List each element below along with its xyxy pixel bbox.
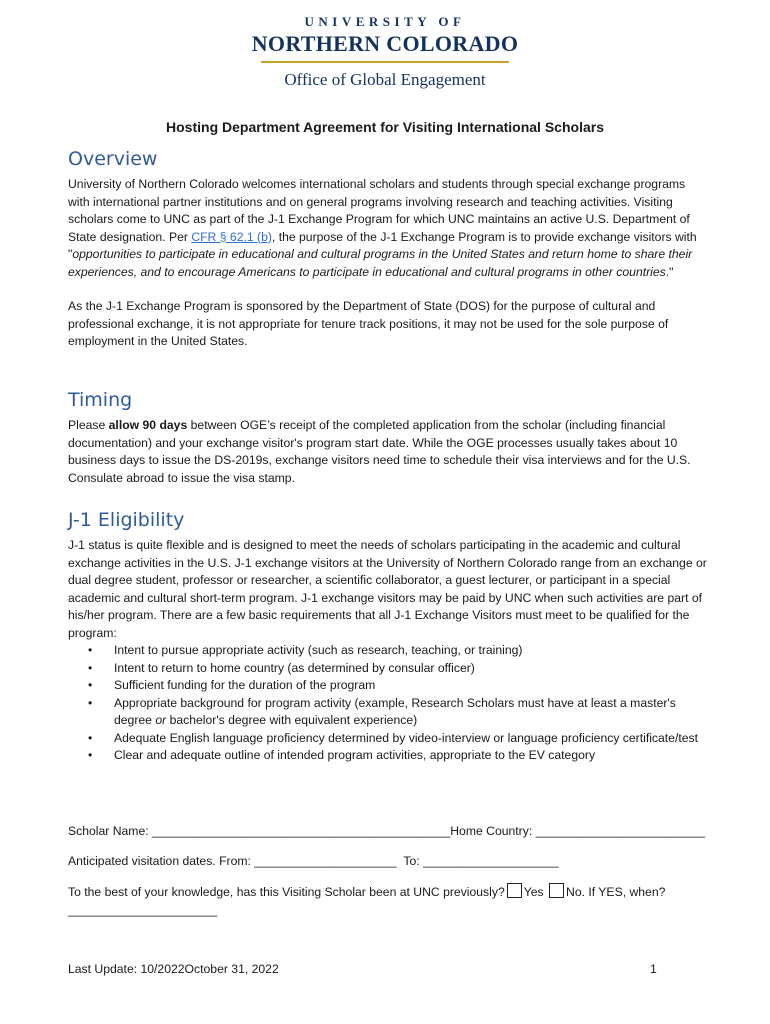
home-country-label: Home Country: [450, 824, 533, 838]
page-number: 1 [650, 962, 657, 976]
bullet-icon: • [88, 643, 93, 657]
overview-text: University of Northern Colorado welcomes international scholars and students through special exchange programs with international partner institutions and on general programs involving research and teaching activities. Visiting scholars come to UNC as part of the J-1 Exchange Program for which UNC maintains an active U.S. Department of State designation. Per [68, 177, 690, 244]
scholar-name-row [68, 824, 705, 838]
eligibility-heading: J-1 Eligibility [68, 509, 185, 531]
overview-text-2: , the purpose of the J-1 Exchange Program is to provide exchange visitors with " [68, 229, 697, 261]
timing-text-2: between OGE’s receipt of the completed application from the scholar (including financial documentation) and your exchange visitor's program start date. While the OGE processes usually takes about 10 business days to issue the DS-2019s, exchange visitors need time to schedule their visa interviews and for the U.S. Consulate abroad to issue the visa stamp. [68, 418, 691, 485]
timing-paragraph [68, 417, 708, 487]
list-item-emphasis: or [155, 713, 167, 727]
timing-section [68, 389, 708, 487]
eligibility-section [68, 509, 708, 765]
logo-university-of: UNIVERSITY OF [304, 14, 466, 29]
no-checkbox[interactable] [549, 883, 564, 898]
previous-visit-row [68, 883, 665, 899]
list-item-text: Clear and adequate outline of intended program activities, appropriate to the EV category [114, 748, 596, 762]
scholar-name-field[interactable]: ____________________________________________ [152, 824, 451, 838]
scholar-name-label: Scholar Name: [68, 824, 149, 838]
list-item-text: Intent to return to home country (as determined by consular officer) [114, 660, 475, 675]
to-date-field[interactable]: ____________________ [423, 854, 559, 868]
bullet-icon: • [88, 748, 93, 762]
home-country-field[interactable]: _________________________ [535, 824, 706, 838]
overview-paragraph-2: As the J-1 Exchange Program is sponsored by the Department of State (DOS) for the purpose of cultural and professional exchange, it is not appropriate for tenure track positions, it may not be used for the sole purpose of employment in the United States. [68, 299, 669, 348]
overview-heading: Overview [68, 148, 158, 170]
list-item-text: Intent to pursue appropriate activity (such as research, teaching, or training) [114, 643, 523, 657]
eligibility-paragraph: J-1 status is quite flexible and is designed to meet the needs of scholars participating in the academic and cultural exchange activities in the U.S. J-1 exchange visitors at the University of Northern Colorado range from an exchange or dual degree student, professor or researcher, a scientific collaborator, a guest lecturer, or participant in a special academic and cultural short-term program. J-1 exchange visitors may be paid by UNC when such activities are part of his/her program. There are a few basic requirements that all J-1 Exchange Visitors must meet to be qualified for the program: [68, 538, 707, 640]
dates-label: Anticipated visitation dates. From: [68, 854, 251, 868]
list-item-text: Appropriate background for program activity (example, Research Scholars must have at least a master's degree [114, 695, 676, 727]
timing-heading: Timing [68, 389, 133, 411]
to-label: To: [403, 854, 420, 868]
overview-text-3: ." [665, 264, 674, 279]
university-logo [0, 14, 770, 90]
last-update: Last Update: 10/2022October 31, 2022 [68, 962, 279, 976]
timing-text: Please [68, 418, 109, 432]
bullet-icon: • [88, 678, 93, 692]
eligibility-requirements-list [68, 642, 708, 765]
logo-divider [261, 61, 509, 63]
list-item-text: bachelor's degree with equivalent experience) [166, 713, 418, 727]
when-row [68, 903, 217, 917]
list-item-text: Sufficient funding for the duration of the program [114, 678, 376, 692]
list-item [68, 747, 708, 765]
list-item [68, 730, 708, 748]
no-label: No. If YES, when? [566, 885, 666, 899]
list-item [68, 677, 708, 695]
yes-label: Yes [523, 885, 544, 899]
yes-checkbox[interactable] [507, 883, 522, 898]
list-item [68, 642, 708, 660]
bullet-icon: • [88, 695, 93, 710]
overview-quote: opportunities to participate in educational and cultural programs in the United States and return home to share their experiences, and to encourage Americans to participate in educational and cultural programs in other countries [68, 247, 693, 279]
list-item-text: Adequate English language proficiency determined by video-interview or language proficiency certificate/test [114, 730, 698, 745]
from-date-field[interactable]: _____________________ [254, 854, 397, 868]
bullet-icon: • [88, 660, 93, 675]
when-field[interactable]: ______________________ [68, 903, 218, 917]
overview-section [68, 148, 708, 351]
logo-northern-colorado: NORTHERN COLORADO [251, 31, 519, 56]
cfr-link[interactable]: CFR § 62.1 (b) [191, 229, 272, 244]
document-title: Hosting Department Agreement for Visiting International Scholars [166, 119, 604, 135]
dates-row [68, 854, 559, 868]
previous-visit-question: To the best of your knowledge, has this Visiting Scholar been at UNC previously? [68, 885, 505, 899]
overview-paragraph-1 [68, 176, 708, 281]
office-name: Office of Global Engagement [284, 70, 486, 89]
list-item [68, 695, 708, 730]
timing-emphasis: allow 90 days [108, 418, 188, 432]
list-item [68, 660, 708, 678]
bullet-icon: • [88, 730, 93, 745]
